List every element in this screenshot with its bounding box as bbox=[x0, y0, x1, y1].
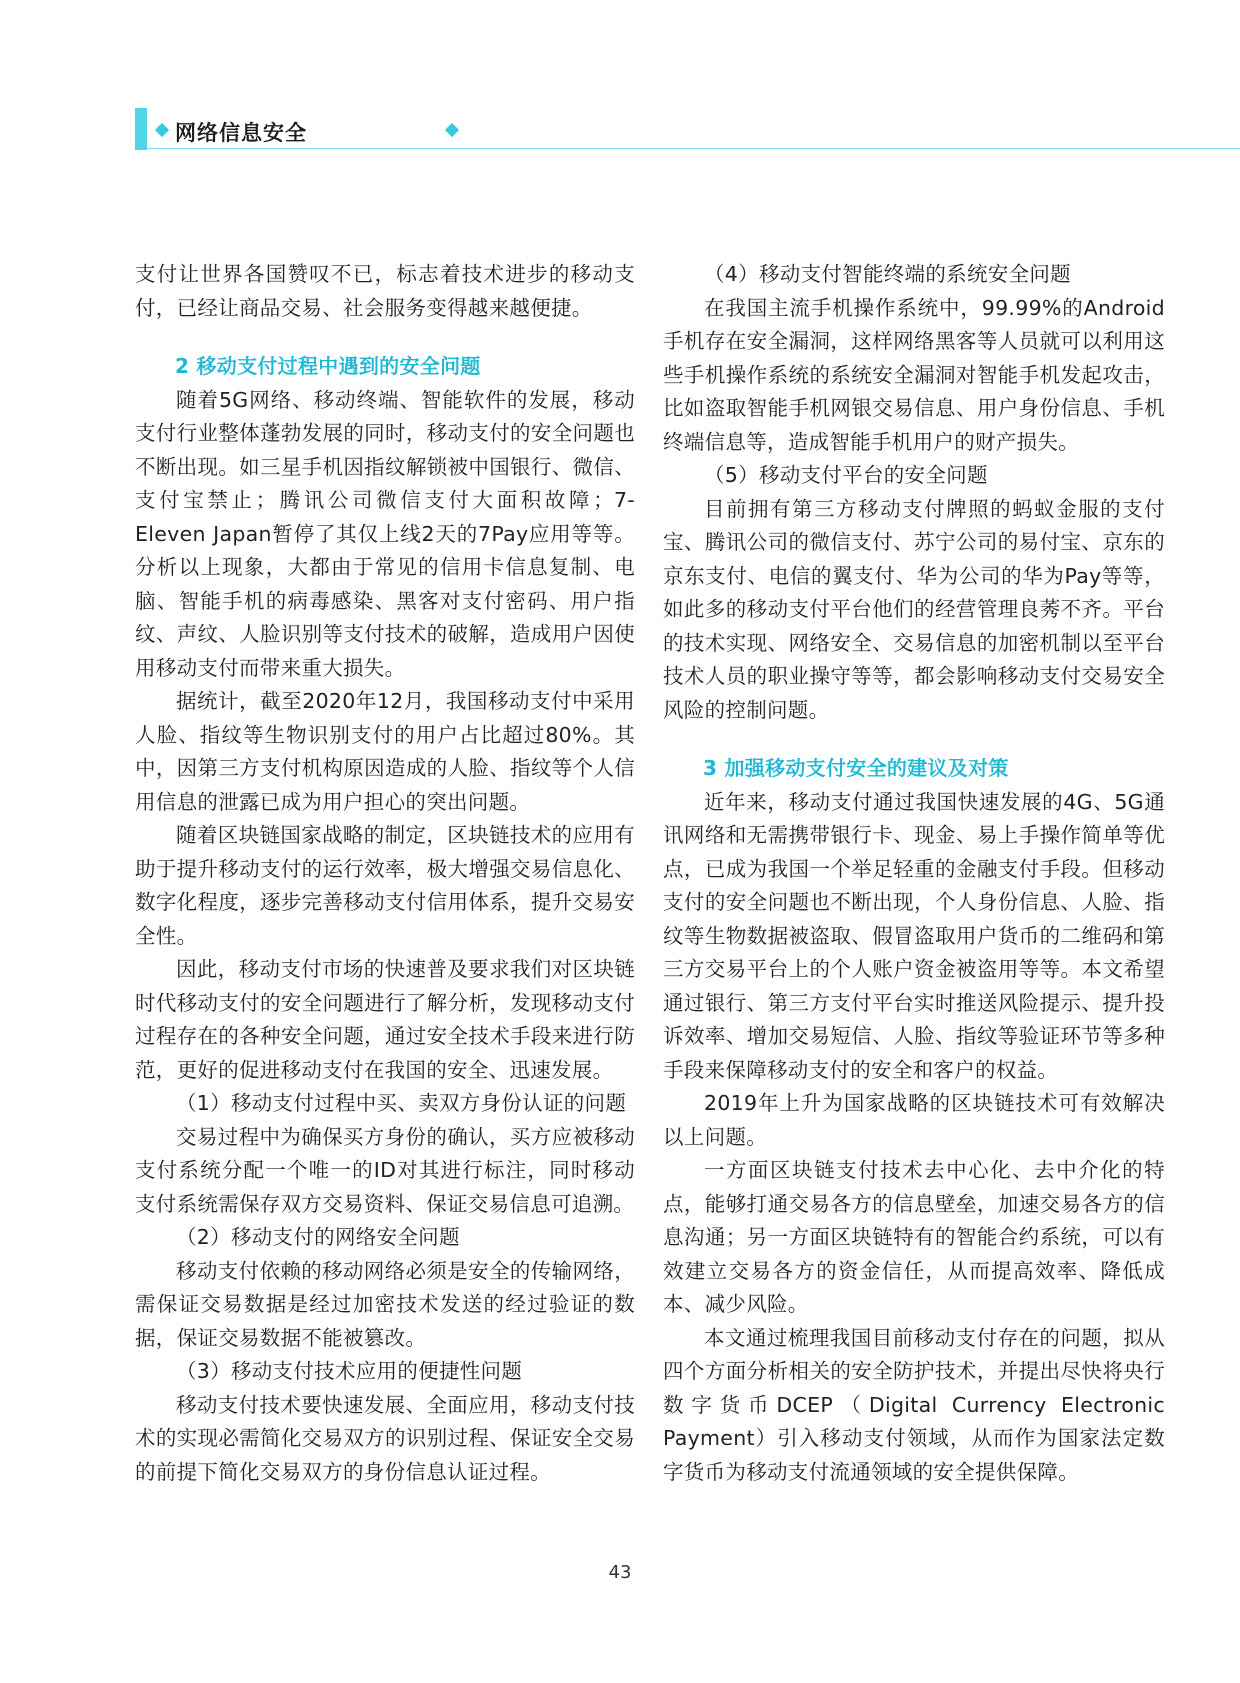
paragraph: 一方面区块链支付技术去中心化、去中介化的特点，能够打通交易各方的信息壁垒，加速交易各方的信息沟通；另一方面区块链特有的智能合约系统，可以有效建立交易各方的资金信任，从而提高效率、降低成本、减少风险。 bbox=[663, 1158, 1165, 1316]
subheading: （3）移动支付技术应用的便捷性问题 bbox=[176, 1359, 523, 1383]
paragraph: 随着5G网络、移动终端、智能软件的发展，移动支付行业整体蓬勃发展的同时，移动支付的安全问题也不断出现。如三星手机因指纹解锁被中国银行、微信、支付宝禁止；腾讯公司微信支付大面积故障；7-Eleven Japan暂停了其仅上线2天的7Pay应用等等。分析以上现象，大都由于常见的信用卡信息复制、电脑、智能手机的病毒感染、黑客对支付密码、用户指纹、声纹、人脸识别等支付技术的破解，造成用户因使用移动支付而带来重大损失。 bbox=[135, 387, 635, 680]
left-column bbox=[135, 258, 635, 1489]
paragraph: 本文通过梳理我国目前移动支付存在的问题，拟从四个方面分析相关的安全防护技术，并提出尽快将央行数字货币DCEP（Digital Currency Electronic Payment）引入移动支付领域，从而作为国家法定数字货币为移动支付流通领域的安全提供保障。 bbox=[663, 1325, 1165, 1484]
paragraph: 据统计，截至2020年12月，我国移动支付中采用人脸、指纹等生物识别支付的用户占比超过80%。其中，因第三方支付机构原因造成的人脸、指纹等个人信用信息的泄露已成为用户担心的突出问题。 bbox=[135, 689, 635, 814]
subheading: （5）移动支付平台的安全问题 bbox=[704, 463, 988, 487]
paragraph: 2019年上升为国家战略的区块链技术可有效解决以上问题。 bbox=[663, 1091, 1165, 1149]
section-heading: 2 移动支付过程中遇到的安全问题 bbox=[175, 354, 481, 378]
section-title: 网络信息安全 bbox=[175, 121, 307, 145]
diamond-icon bbox=[445, 123, 459, 137]
diamond-icon bbox=[155, 123, 169, 137]
header-rule bbox=[147, 148, 1240, 149]
running-header bbox=[135, 108, 1240, 150]
paragraph: 近年来，移动支付通过我国快速发展的4G、5G通讯网络和无需携带银行卡、现金、易上手操作简单等优点，已成为我国一个举足轻重的金融支付手段。但移动支付的安全问题也不断出现，个人身份信息、人脸、指纹等生物数据被盗取、假冒盗取用户货币的二维码和第三方交易平台上的个人账户资金被盗用等等。本文希望通过银行、第三方支付平台实时推送风险提示、提升投诉效率、增加交易短信、人脸、指纹等验证环节等多种手段来保障移动支付的安全和客户的权益。 bbox=[663, 789, 1165, 1082]
paragraph: 随着区块链国家战略的制定，区块链技术的应用有助于提升移动支付的运行效率，极大增强交易信息化、数字化程度，逐步完善移动支付信用体系，提升交易安全性。 bbox=[135, 823, 635, 948]
paragraph: 移动支付依赖的移动网络必须是安全的传输网络，需保证交易数据是经过加密技术发送的经过验证的数据，保证交易数据不能被篡改。 bbox=[135, 1258, 635, 1350]
paragraph: 目前拥有第三方移动支付牌照的蚂蚁金服的支付宝、腾讯公司的微信支付、苏宁公司的易付宝、京东的京东支付、电信的翼支付、华为公司的华为Pay等等，如此多的移动支付平台他们的经营管理良莠不齐。平台的技术实现、网络安全、交易信息的加密机制以至平台技术人员的职业操守等等，都会影响移动支付交易安全风险的控制问题。 bbox=[663, 496, 1165, 722]
paragraph: 因此，移动支付市场的快速普及要求我们对区块链时代移动支付的安全问题进行了解分析，发现移动支付过程存在的各种安全问题，通过安全技术手段来进行防范，更好的促进移动支付在我国的安全、迅速发展。 bbox=[135, 957, 635, 1082]
paragraph: 交易过程中为确保买方身份的确认，买方应被移动支付系统分配一个唯一的ID对其进行标注，同时移动支付系统需保存双方交易资料、保证交易信息可追溯。 bbox=[135, 1124, 635, 1216]
subheading: （1）移动支付过程中买、卖双方身份认证的问题 bbox=[176, 1091, 627, 1115]
page-number: 43 bbox=[608, 1562, 632, 1583]
header-accent-bar bbox=[135, 108, 147, 150]
subheading: （2）移动支付的网络安全问题 bbox=[176, 1225, 460, 1249]
paragraph: 移动支付技术要快速发展、全面应用，移动支付技术的实现必需简化交易双方的识别过程、保证安全交易的前提下简化交易双方的身份信息认证过程。 bbox=[135, 1392, 635, 1484]
paragraph: 在我国主流手机操作系统中，99.99%的Android手机存在安全漏洞，这样网络黑客等人员就可以利用这些手机操作系统的系统安全漏洞对智能手机发起攻击，比如盗取智能手机网银交易信息、用户身份信息、手机终端信息等，造成智能手机用户的财产损失。 bbox=[663, 295, 1165, 454]
subheading: （4）移动支付智能终端的系统安全问题 bbox=[704, 262, 1071, 286]
paragraph: 支付让世界各国赞叹不已，标志着技术进步的移动支付，已经让商品交易、社会服务变得越来越便捷。 bbox=[135, 262, 635, 320]
right-column bbox=[663, 258, 1165, 1489]
section-heading: 3 加强移动支付安全的建议及对策 bbox=[703, 756, 1009, 780]
